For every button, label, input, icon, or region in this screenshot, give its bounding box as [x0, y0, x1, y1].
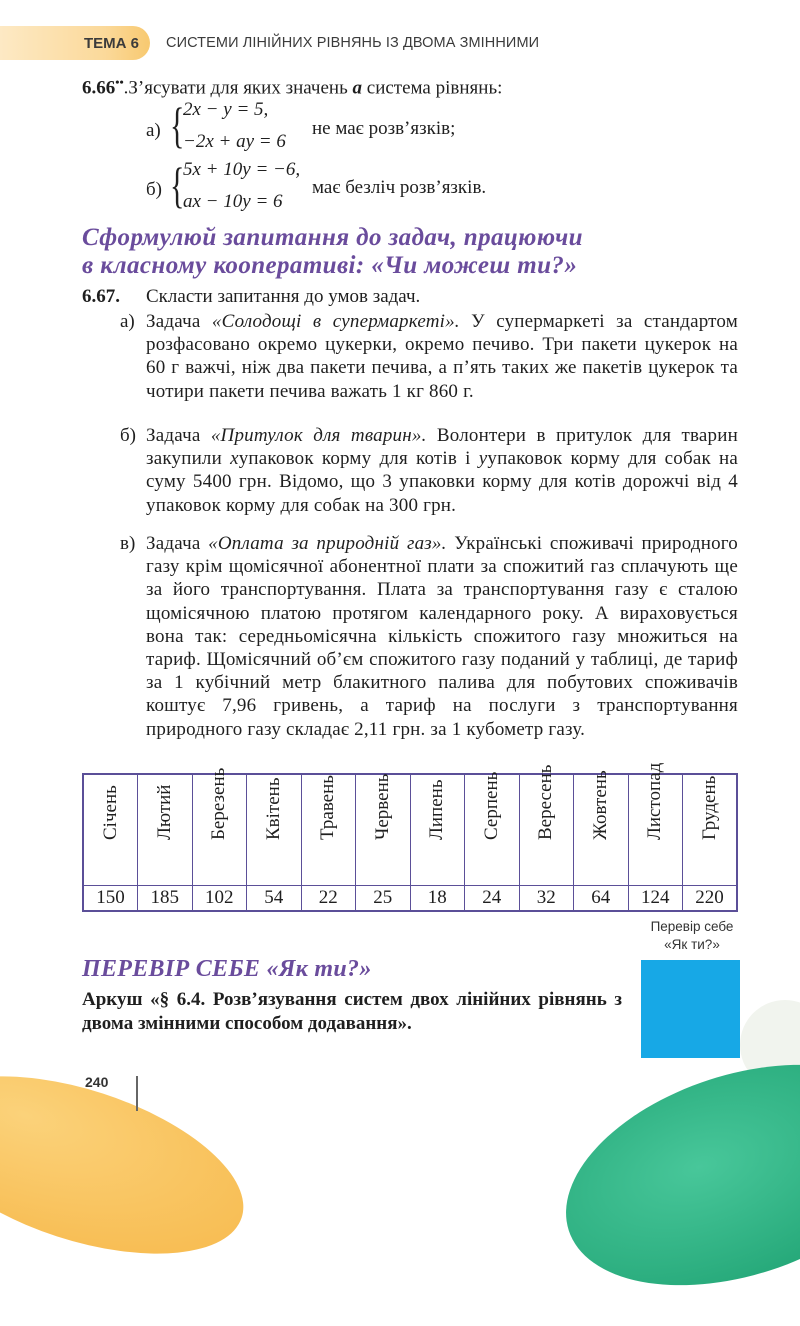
table-cell: 150 — [83, 886, 138, 912]
check-text: Аркуш «§ 6.4. Розв’язування систем двох лінійних рівнянь з двома змінними способом додавання». — [82, 989, 622, 1034]
month-header: Січень — [83, 774, 138, 886]
task-c-label: в) — [120, 533, 136, 554]
table-cell: 24 — [465, 886, 520, 912]
problem-667-intro: Скласти запитання до умов задач. — [146, 286, 421, 307]
system-a-note: не має розв’язків; — [312, 118, 456, 139]
table-cell: 64 — [574, 886, 629, 912]
month-header: Травень — [301, 774, 356, 886]
sub-b-label: б) — [146, 179, 162, 200]
table-cell: 18 — [410, 886, 465, 912]
section-title: Сформулюй запитання до задач, працюючи в класному кооперативі: «Чи можеш ти?» — [82, 224, 583, 279]
task-a-label: а) — [120, 311, 135, 332]
system-a-eq1: 2x − y = 5, — [183, 99, 269, 120]
difficulty-marks: •• — [115, 75, 124, 89]
system-b-eq2: ax − 10y = 6 — [183, 191, 283, 212]
parameter-var: a — [352, 77, 363, 99]
problem-666-intro — [82, 71, 502, 99]
qr-code-box[interactable] — [641, 960, 740, 1058]
table-cell: 220 — [683, 886, 738, 912]
check-title: ПЕРЕВІР СЕБЕ «Як ти?» — [82, 956, 372, 982]
task-b-name: «Притулок для тварин». — [210, 425, 427, 446]
month-header: Березень — [192, 774, 247, 886]
month-header: Вересень — [519, 774, 574, 886]
gas-consumption-table — [82, 762, 738, 912]
decor-shape-right — [538, 1024, 800, 1325]
table-cell: 102 — [192, 886, 247, 912]
page-number: 240 — [85, 1074, 109, 1090]
task-a-name: «Солодощі в супермаркеті». — [211, 311, 460, 332]
month-header: Листопад — [628, 774, 683, 886]
table-cell: 54 — [247, 886, 302, 912]
decor-shape-left — [0, 1041, 265, 1289]
month-header: Липень — [410, 774, 465, 886]
problem-intro: .З’ясувати для яких значень — [123, 77, 348, 99]
task-c-name: «Оплата за природній газ». — [208, 533, 447, 554]
task-a-text: Задача «Солодощі в супермаркеті». У супермаркеті за стандартом розфасовано окремо цукерки, окремо печиво. Три пакети цукерок на 60 г важчі, ніж два пакети печива, а п’ять таких же пакетів цукерок та чотири пакети печива важать 1 кг 860 г. — [146, 311, 738, 402]
system-brace-a: { — [170, 97, 185, 153]
task-b-label: б) — [120, 425, 136, 446]
month-header: Квітень — [247, 774, 302, 886]
qr-caption: Перевір себе «Як ти?» — [650, 919, 734, 952]
system-b-note: має безліч розв’язків. — [312, 177, 487, 198]
system-brace-b: { — [170, 157, 185, 213]
months-row — [83, 774, 737, 886]
header-theme: ТЕМА 6 — [84, 35, 140, 52]
values-row — [83, 886, 737, 912]
table-cell: 25 — [356, 886, 411, 912]
page-number-rule — [136, 1076, 138, 1111]
month-header: Грудень — [683, 774, 738, 886]
month-header: Лютий — [138, 774, 193, 886]
header-title: СИСТЕМИ ЛІНІЙНИХ РІВНЯНЬ ІЗ ДВОМА ЗМІННИМИ — [166, 35, 540, 51]
table-cell: 185 — [138, 886, 193, 912]
table-cell: 32 — [519, 886, 574, 912]
system-b-eq1: 5x + 10y = −6, — [183, 159, 301, 180]
month-header: Жовтень — [574, 774, 629, 886]
table-cell: 22 — [301, 886, 356, 912]
month-header: Серпень — [465, 774, 520, 886]
problem-intro-end: система рівнянь: — [366, 77, 503, 99]
problem-number: 6.66 — [82, 77, 116, 99]
system-a-eq2: −2x + ay = 6 — [183, 131, 286, 152]
task-c-text: Задача «Оплата за природній газ». Українські споживачі природного газу крім щомісячної абонентної плати за спожитий газ сплачують ще за його транспортування. Плата за транспортування газу є сталою щомісячною платою протягом календарного року. А вираховується вона так: середньомісячна кількість спожитого газу множиться на тариф. Щомісячний об’єм спожитого газу поданий у таблиці, де тариф за 1 кубічний метр блакитного палива для побутових споживачів коштує 7,96 гривень, а тариф на послуги з транспортування природного газу складає 2,11 грн. за 1 кубометр газу. — [146, 533, 739, 740]
month-header: Червень — [356, 774, 411, 886]
task-b-text: Задача «Притулок для тварин». Волонтери в притулок для тварин закупили xупаковок корму для котів і yупаковок корму для собак на суму 5400 грн. Відомо, що 3 упаковки корму для котів дорожчі від 4 упаковок корму для собак на 300 грн. — [146, 425, 738, 516]
problem-667-number: 6.67. — [82, 286, 120, 307]
sub-a-label: а) — [146, 120, 161, 141]
table-cell: 124 — [628, 886, 683, 912]
